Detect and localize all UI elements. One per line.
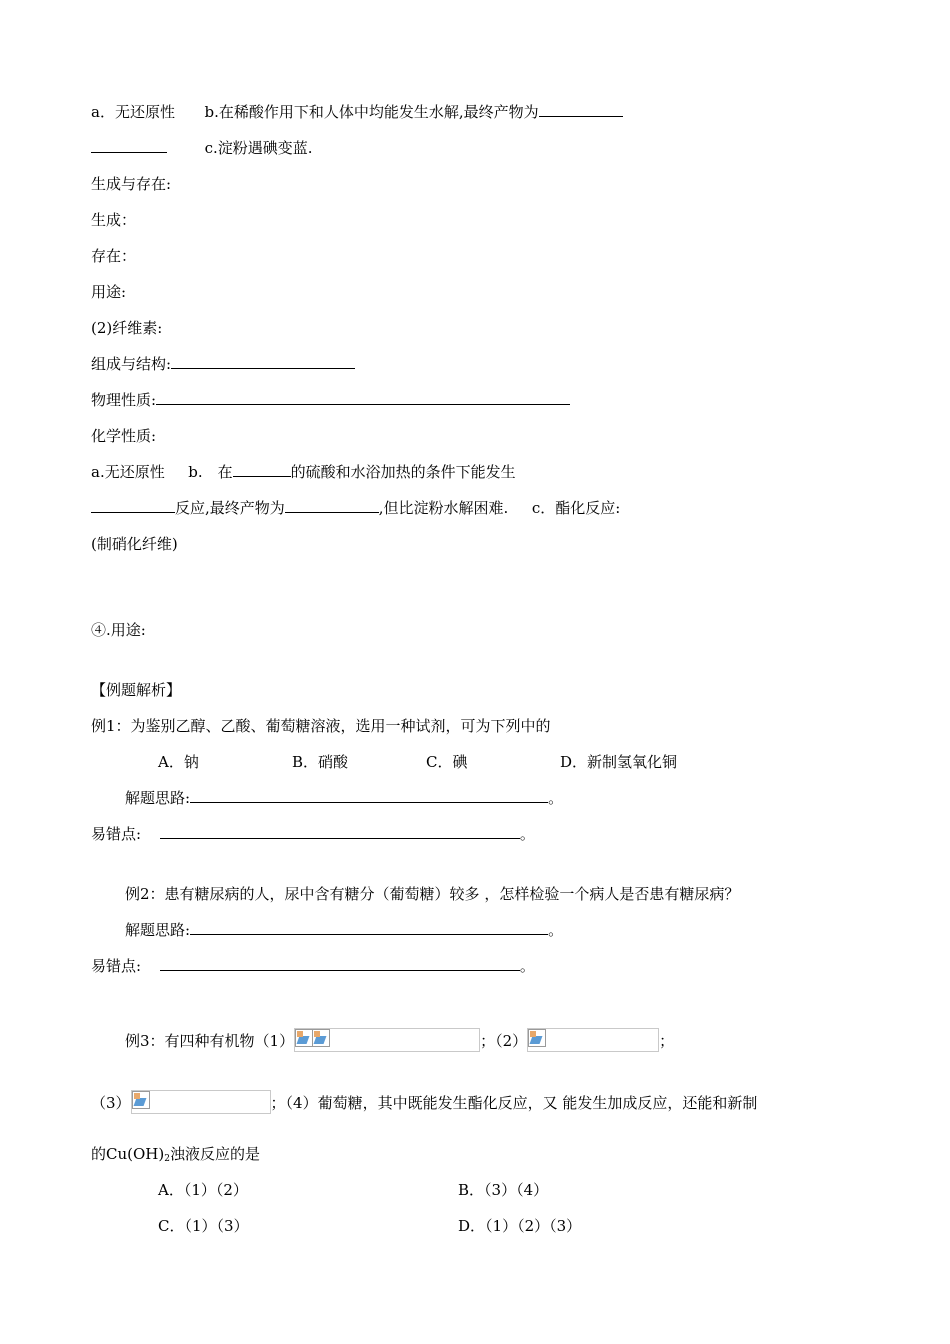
separator-text: ； (659, 1032, 675, 1050)
starch-chem-c: c.淀粉遇碘变蓝. (204, 139, 313, 157)
fill-blank[interactable] (190, 920, 548, 935)
starch-chem-a: a．无还原性 (91, 103, 175, 121)
thinking-label: 解题思路: (125, 789, 191, 807)
example-1-mistake-line (91, 824, 535, 844)
example-1-option-a[interactable]: A．钠 (158, 753, 199, 771)
item-3-label: （3） (91, 1094, 131, 1112)
broken-image-icon (312, 1029, 330, 1047)
example-1-thinking-line (125, 788, 563, 808)
fill-blank[interactable] (160, 956, 520, 971)
example-3-option-d[interactable]: D．（1）（2）（3） (458, 1217, 582, 1235)
example-2-mistake-line (91, 956, 535, 976)
example-3-line-1 (125, 1028, 674, 1052)
period: 。 (519, 957, 535, 975)
example-3-line-2 (91, 1090, 757, 1114)
starch-chem-line-1 (91, 102, 623, 122)
starch-chem-line-2 (91, 138, 313, 158)
fill-blank[interactable] (160, 824, 520, 839)
formation-label: 生成： (91, 211, 137, 229)
fill-blank[interactable] (91, 138, 167, 153)
cellulose-chem-a: a.无还原性 (91, 463, 165, 481)
mistake-label: 易错点: (91, 957, 142, 975)
starch-chem-b: b.在稀酸作用下和人体中均能发生水解,最终产物为 (204, 103, 539, 121)
composition-label: 组成与结构: (91, 355, 172, 373)
fill-blank[interactable] (285, 498, 379, 513)
example-3-option-c[interactable]: C．（1）（3） (158, 1217, 249, 1235)
examples-heading: 【例题解析】 (91, 681, 182, 699)
thinking-label: 解题思路: (125, 921, 191, 939)
example-1-option-b[interactable]: B．硝酸 (292, 753, 349, 771)
cellulose-uses-label: ④.用途: (91, 621, 146, 639)
structure-image-1 (294, 1028, 480, 1052)
subscript-2: 2 (164, 1154, 170, 1164)
structure-image-2 (527, 1028, 659, 1052)
cellulose-chem-line-2 (91, 498, 620, 518)
cellulose-composition-line (91, 354, 355, 374)
cellulose-heading: (2)纤维素: (91, 319, 163, 337)
cellulose-chem-line-1 (91, 462, 516, 482)
mistake-label: 易错点: (91, 825, 142, 843)
fill-blank[interactable] (91, 498, 175, 513)
starch-uses-label: 用途: (91, 283, 127, 301)
fill-blank[interactable] (171, 354, 355, 369)
cellulose-chem-b-post: 的硫酸和水浴加热的条件下能发生 (290, 463, 516, 481)
broken-image-icon (528, 1029, 546, 1047)
broken-image-icon (132, 1091, 150, 1109)
period: 。 (548, 921, 564, 939)
fill-blank[interactable] (539, 102, 623, 117)
fill-blank[interactable] (156, 390, 570, 405)
period: 。 (519, 825, 535, 843)
example-2-question: 例2：患有糖尿病的人，尿中含有糖分（葡萄糖）较多 ，怎样检验一个病人是否患有糖尿病？ (125, 885, 740, 903)
existence-label: 存在： (91, 247, 137, 265)
example-3-line-3 (91, 1144, 260, 1169)
cellulose-chem-c: c．酯化反应: (531, 499, 621, 517)
fill-blank[interactable] (233, 462, 291, 477)
example-2-thinking-line (125, 920, 563, 940)
harder-text: ,但比淀粉水解困难. (378, 499, 509, 517)
broken-image-icon (295, 1029, 313, 1047)
example-3-intro: 例3：有四种有机物（1） (125, 1032, 295, 1050)
example-1-option-c[interactable]: C．碘 (426, 753, 468, 771)
period: 。 (548, 789, 564, 807)
separator-text: ；（2） (480, 1032, 528, 1050)
reaction-question-text: 浊液反应的是 (169, 1145, 260, 1163)
nitrocellulose-note: (制硝化纤维) (91, 535, 178, 553)
physical-label: 物理性质: (91, 391, 157, 409)
cellulose-chemical-label: 化学性质: (91, 427, 157, 445)
example-3-option-b[interactable]: B．（3）（4） (458, 1181, 549, 1199)
cellulose-chem-b-pre: b. 在 (188, 463, 233, 481)
formation-heading: 生成与存在: (91, 175, 172, 193)
structure-image-3 (131, 1090, 271, 1114)
fill-blank[interactable] (190, 788, 548, 803)
item-4-text: ；（4）葡萄糖，其中既能发生酯化反应，又 能发生加成反应，还能和新制 (270, 1094, 758, 1112)
example-1-option-d[interactable]: D．新制氢氧化铜 (560, 753, 678, 771)
example-1-question: 例1：为鉴别乙醇、乙酸、葡萄糖溶液，选用一种试剂，可为下列中的 (91, 717, 551, 735)
copper-hydroxide-text: 的Cu(OH) (91, 1145, 165, 1163)
example-3-option-a[interactable]: A．（1）（2） (158, 1181, 248, 1199)
cellulose-physical-line (91, 390, 570, 410)
reaction-text: 反应,最终产物为 (175, 499, 285, 517)
